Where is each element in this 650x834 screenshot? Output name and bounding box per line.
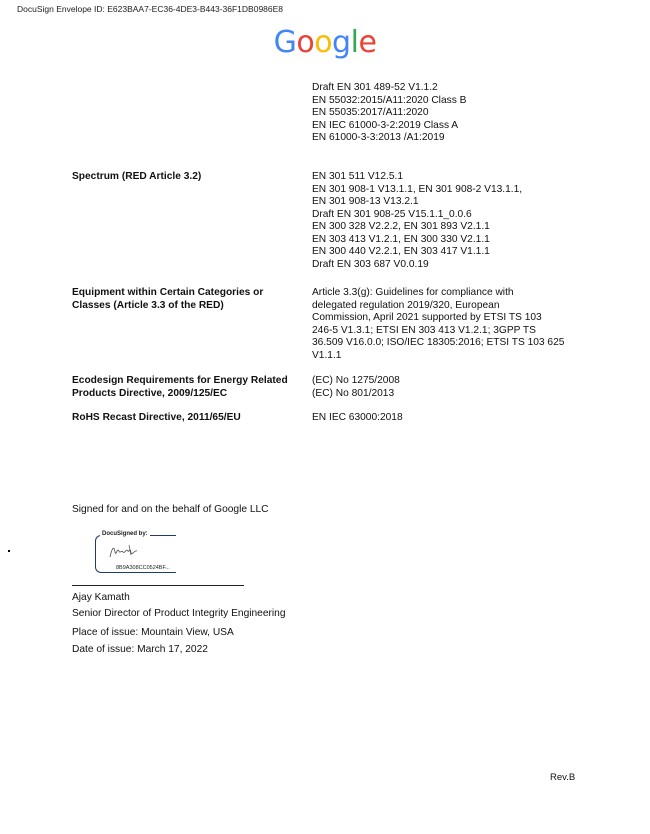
google-logo xyxy=(0,25,650,60)
equipment-guidelines xyxy=(312,287,584,362)
rohs-standard: EN IEC 63000:2018 xyxy=(312,412,403,423)
equipment-guideline-line: Commission, April 2021 supported by ETSI TS 103 xyxy=(312,312,542,323)
spectrum-standard: EN 300 440 V2.2.1, EN 303 417 V1.1.1 xyxy=(312,246,490,257)
spectrum-label: Spectrum (RED Article 3.2) xyxy=(72,171,202,182)
ecodesign-label-line: Products Directive, 2009/125/EC xyxy=(72,387,228,399)
logo-letter: o xyxy=(296,25,315,60)
equipment-label-line: Classes (Article 3.3 of the RED) xyxy=(72,299,224,311)
logo-letter: G xyxy=(273,25,297,60)
logo-letter: e xyxy=(358,25,377,60)
emc-standards-list xyxy=(312,82,584,145)
emc-standard: Draft EN 301 489-52 V1.1.2 xyxy=(312,82,438,93)
logo-letter: l xyxy=(350,25,359,60)
spectrum-standard: EN 301 908-1 V13.1.1, EN 301 908-2 V13.1.1, xyxy=(312,183,523,195)
ecodesign-regulations xyxy=(312,375,584,400)
spectrum-standard: EN 301 908-13 V13.2.1 xyxy=(312,196,419,207)
signer-title: Senior Director of Product Integrity Engineering xyxy=(72,608,286,619)
emc-standard: EN IEC 61000-3-2:2019 Class A xyxy=(312,119,459,131)
handwritten-signature xyxy=(108,542,142,560)
docusign-envelope-id: DocuSign Envelope ID: E623BAA7-EC36-4DE3-B443-36F1DB0986E8 xyxy=(17,4,284,14)
spectrum-standard: Draft EN 301 908-25 V15.1.1_0.0.6 xyxy=(312,208,472,220)
equipment-label xyxy=(72,287,287,312)
equipment-guideline-line: 36.509 V16.0.0; ISO/IEC 18305:2016; ETSI TS 103 625 xyxy=(312,337,565,348)
spectrum-standard: EN 300 328 V2.2.2, EN 301 893 V2.1.1 xyxy=(312,221,490,232)
docusigned-label: DocuSigned by: xyxy=(102,531,148,537)
equipment-guideline-line: 246-5 V1.3.1; ETSI EN 303 413 V1.2.1; 3GPP TS xyxy=(312,324,536,336)
rohs-label: RoHS Recast Directive, 2011/65/EU xyxy=(72,412,241,423)
spectrum-standard: EN 303 413 V1.2.1, EN 300 330 V2.1.1 xyxy=(312,233,490,245)
signature-line xyxy=(72,585,244,586)
logo-letter: g xyxy=(332,25,351,60)
signed-statement: Signed for and on the behalf of Google LLC xyxy=(72,504,269,515)
equipment-guideline-line: V1.1.1 xyxy=(312,349,342,361)
emc-standard: EN 55032:2015/A11:2020 Class B xyxy=(312,94,467,106)
equipment-guideline-line: delegated regulation 2019/320, European xyxy=(312,299,500,311)
spectrum-standard: EN 301 511 V12.5.1 xyxy=(312,171,404,182)
logo-letter: o xyxy=(314,25,333,60)
revision-label: Rev.B xyxy=(550,772,576,783)
place-of-issue: Place of issue: Mountain View, USA xyxy=(72,627,234,638)
date-of-issue: Date of issue: March 17, 2022 xyxy=(72,644,208,655)
ecodesign-label xyxy=(72,375,287,400)
signer-name: Ajay Kamath xyxy=(72,592,130,603)
emc-standard: EN 61000-3-3:2013 /A1:2019 xyxy=(312,132,445,143)
docusign-id: 8B9A308CC0524BF... xyxy=(116,565,170,571)
spectrum-standard: Draft EN 303 687 V0.0.19 xyxy=(312,258,429,270)
spectrum-standards-list xyxy=(312,171,584,271)
margin-dot xyxy=(8,550,10,552)
equipment-label-line: Equipment within Certain Categories or xyxy=(72,287,264,298)
equipment-guideline-line: Article 3.3(g): Guidelines for compliance with xyxy=(312,287,514,298)
ecodesign-regulation: (EC) No 1275/2008 xyxy=(312,375,400,386)
ecodesign-label-line: Ecodesign Requirements for Energy Related xyxy=(72,375,288,386)
emc-standard: EN 55035:2017/A11:2020 xyxy=(312,107,429,118)
ecodesign-regulation: (EC) No 801/2013 xyxy=(312,387,395,399)
